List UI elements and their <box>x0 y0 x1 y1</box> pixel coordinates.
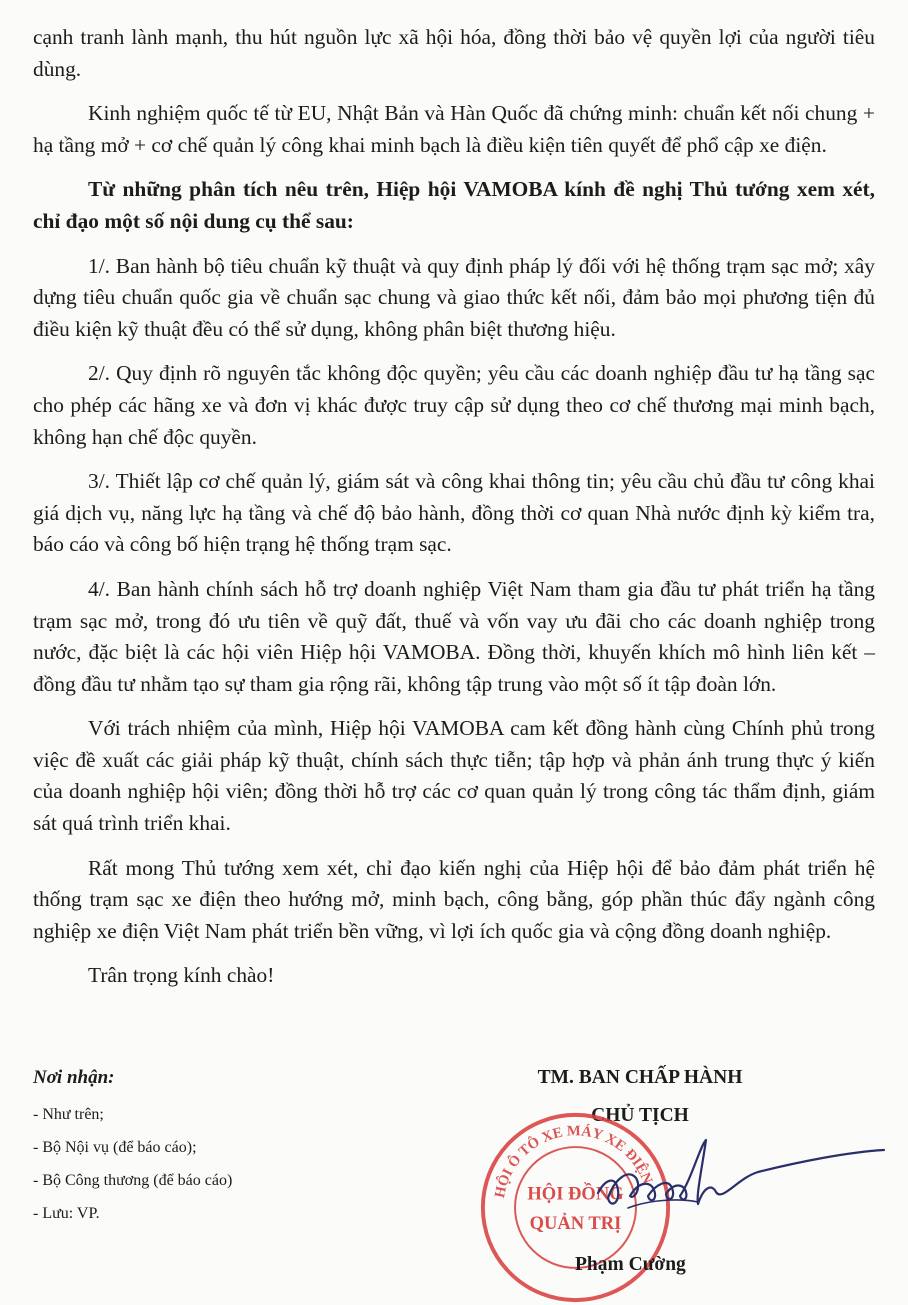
recipients-title: Nơi nhận: <box>33 1067 115 1088</box>
paragraph-request-3: 3/. Thiết lập cơ chế quản lý, giám sát và công khai thông tin; yêu cầu chủ đầu tư công khai giá dịch vụ, năng lực hạ tầng và chế độ bảo hành, đồng thời cơ quan Nhà nước định kỳ kiểm tra, báo cáo và công bố hiện trạng hệ thống trạm sạc. <box>33 469 875 557</box>
signer-organization: TM. BAN CHẤP HÀNH <box>537 1067 743 1088</box>
signer-name: Phạm Cường <box>575 1254 686 1275</box>
handwritten-signature <box>588 1138 888 1228</box>
letter-body <box>33 22 875 1005</box>
paragraph-greeting: Trân trọng kính chào! <box>88 963 275 988</box>
paragraph-international-experience: Kinh nghiệm quốc tế từ EU, Nhật Bản và Hàn Quốc đã chứng minh: chuẩn kết nối chung + hạ tầng mở + cơ chế quản lý công khai minh bạch là điều kiện tiên quyết để phổ cập xe điện. <box>33 101 875 157</box>
recipient-item: - Bộ Nội vụ (để báo cáo); <box>33 1139 197 1156</box>
paragraph-request-1: 1/. Ban hành bộ tiêu chuẩn kỹ thuật và quy định pháp lý đối với hệ thống trạm sạc mở; xây dựng tiêu chuẩn quốc gia về chuẩn sạc chung và giao thức kết nối, đảm bảo mọi phương tiện đủ điều kiện kỹ thuật đều có thể sử dụng, không phân biệt thương hiệu. <box>33 253 875 341</box>
paragraph-continuation: cạnh tranh lành mạnh, thu hút nguồn lực xã hội hóa, đồng thời bảo vệ quyền lợi của người tiêu dùng. <box>33 25 875 81</box>
stamp-center-line2: QUẢN TRỊ <box>529 1212 622 1234</box>
stamp-center-line1: HỘI ĐỒNG <box>527 1183 624 1205</box>
recipients-block <box>33 1067 393 1239</box>
stamp-ring-text: HỘI Ô TÔ XE MÁY XE ĐIỆN <box>491 1123 656 1200</box>
recipient-item: - Lưu: VP. <box>33 1205 100 1222</box>
paragraph-closing-request: Rất mong Thủ tướng xem xét, chỉ đạo kiến nghị của Hiệp hội để bảo đảm phát triển hệ thống trạm sạc xe điện theo hướng mở, minh bạch, công bằng, góp phần thúc đẩy ngành công nghiệp xe điện Việt Nam phát triển bền vững, vì lợi ích quốc gia và cộng đồng doanh nghiệp. <box>33 855 875 943</box>
paragraph-request-intro: Từ những phân tích nêu trên, Hiệp hội VAMOBA kính đề nghị Thủ tướng xem xét, chỉ đạo một số nội dung cụ thể sau: <box>33 177 875 233</box>
recipient-item: - Bộ Công thương (để báo cáo) <box>33 1172 233 1189</box>
paragraph-request-4: 4/. Ban hành chính sách hỗ trợ doanh nghiệp Việt Nam tham gia đầu tư phát triển hạ tầng trạm sạc mở, trong đó ưu tiên về quỹ đất, thuế và vốn vay ưu đãi cho các doanh nghiệp trong nước, đặc biệt là các hội viên Hiệp hội VAMOBA. Đồng thời, khuyến khích mô hình liên kết – đồng đầu tư nhằm tạo sự tham gia rộng rãi, không tập trung vào một số ít tập đoàn lớn. <box>33 576 875 696</box>
paragraph-commitment: Với trách nhiệm của mình, Hiệp hội VAMOBA cam kết đồng hành cùng Chính phủ trong việc đề xuất các giải pháp kỹ thuật, chính sách thực tiễn; tập hợp và phản ánh trung thực ý kiến của doanh nghiệp hội viên; đồng thời hỗ trợ các cơ quan quản lý trong công tác thẩm định, giám sát quá trình triển khai. <box>33 716 875 836</box>
paragraph-request-2: 2/. Quy định rõ nguyên tắc không độc quyền; yêu cầu các doanh nghiệp đầu tư hạ tầng sạc cho phép các hãng xe và đơn vị khác được truy cập sử dụng theo cơ chế thương mại minh bạch, không hạn chế độc quyền. <box>33 361 875 449</box>
signer-role: CHỦ TỊCH <box>591 1105 689 1126</box>
recipient-item: - Như trên; <box>33 1106 104 1123</box>
